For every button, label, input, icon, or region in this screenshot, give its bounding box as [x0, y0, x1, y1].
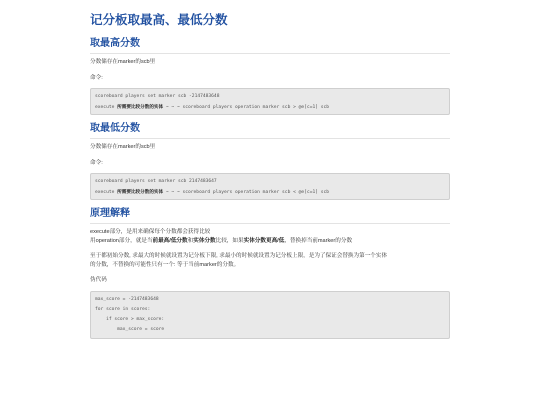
code-line: max_score = score [95, 327, 165, 332]
code-rest: ~ ~ ~ scoreboard players operation marker scb < @e[c=1] scb [163, 190, 330, 195]
code-line: for score in scores: [95, 307, 151, 312]
pseudo-code-block [90, 291, 450, 339]
section-heading-min: 取最低分数 [90, 122, 450, 139]
article [90, 10, 450, 339]
text-span: 比较，如果 [215, 238, 244, 244]
max-code-block [90, 88, 450, 115]
bold-text: 实体分数更高/低 [243, 238, 285, 244]
principle-paragraph-3 [90, 252, 450, 270]
code-rest: ~ ~ ~ scoreboard players operation marker scb > @e[c=1] scb [163, 105, 330, 110]
text-span: 和 [187, 238, 194, 244]
code-placeholder: 所需要比较分数的实体 [117, 189, 164, 194]
text-span: 用operation部分，就是当 [90, 238, 153, 244]
principle-paragraph-2 [90, 237, 450, 246]
code-placeholder: 所需要比较分数的实体 [117, 104, 164, 109]
code-line [95, 102, 445, 112]
min-description: 分数储存在marker的scb里 [90, 144, 156, 150]
min-code-block [90, 173, 450, 200]
max-command-label: 命令: [90, 75, 103, 81]
section-heading-principle: 原理解释 [90, 207, 450, 224]
code-line: scoreboard players set marker scb 2147483647 [95, 179, 217, 184]
page-title: 记分板取最高、最低分数 [90, 13, 228, 27]
pseudo-code-label: 伪代码 [90, 277, 107, 283]
code-line: scoreboard players set marker scb -2147483648 [95, 94, 220, 99]
text-line: 至于都初始分数, 求最大的时候就设置为记分板下限, 求最小的时候就设置为记分板上限，是为了保证会替换为第一个实体 [90, 253, 388, 259]
code-line: if score > max_score: [95, 317, 165, 322]
max-description: 分数储存在marker的scb里 [90, 59, 156, 65]
code-line: max_score = -2147483648 [95, 297, 159, 302]
bold-text: 前最高/低分数 [152, 238, 188, 244]
text-span: ，替换掉当前marker的分数 [284, 238, 353, 244]
code-keyword: execute [95, 105, 115, 110]
code-keyword: execute [95, 190, 115, 195]
bold-text: 实体分数 [193, 238, 216, 244]
code-line [95, 187, 445, 197]
section-heading-max: 取最高分数 [90, 37, 450, 54]
text-line: 的分数，不替换的可能性只有一个: 等于当前marker的分数。 [90, 262, 240, 268]
principle-paragraph-1: execute部分，是用来确保每个分数都会获得比较 [90, 229, 211, 235]
min-command-label: 命令: [90, 160, 103, 166]
